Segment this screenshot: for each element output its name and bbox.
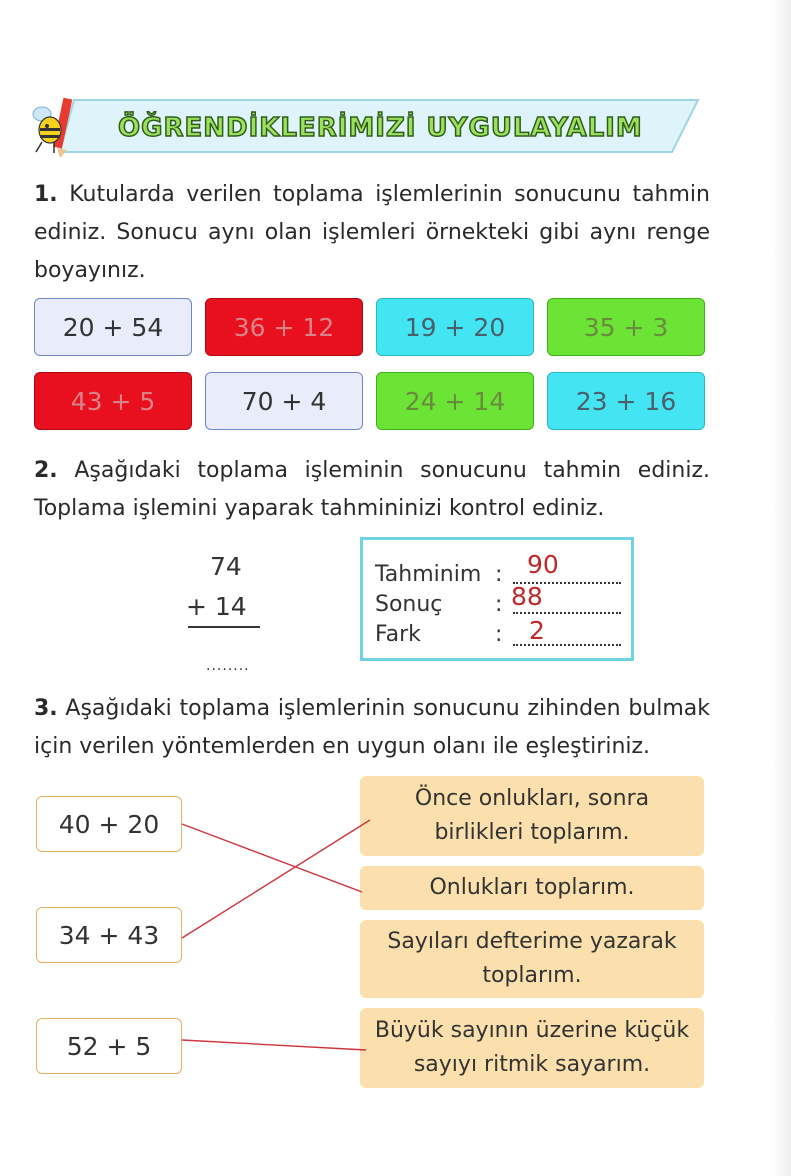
match-right-1-text: Önce onlukları, sonra birlikleri toplarım. bbox=[414, 786, 650, 845]
sum-box-6[interactable]: 70 + 4 bbox=[205, 372, 363, 430]
question-1-instruction: Kutularda verilen toplama işlemlerinin sonucunu tahmin ediniz. Sonucu aynı olan işlemleri örnekteki gibi aynı renge boyayınız. bbox=[34, 182, 710, 283]
sum-box-5[interactable]: 43 + 5 bbox=[34, 372, 192, 430]
difference-label: Fark bbox=[375, 622, 421, 647]
difference-colon: : bbox=[495, 622, 503, 647]
result-label: Sonuç bbox=[375, 592, 443, 617]
sum-box-7[interactable]: 24 + 14 bbox=[376, 372, 534, 430]
match-line-2 bbox=[182, 820, 370, 938]
sum-box-1[interactable]: 20 + 54 bbox=[34, 298, 192, 356]
addend-bottom: + 14 bbox=[186, 592, 247, 621]
result-value: 88 bbox=[511, 582, 543, 611]
difference-value: 2 bbox=[529, 616, 545, 645]
question-1-number: 1. bbox=[34, 182, 58, 207]
match-right-2-text: Onlukları toplarım. bbox=[429, 875, 635, 900]
match-left-2[interactable]: 34 + 43 bbox=[36, 907, 182, 963]
estimate-colon: : bbox=[495, 562, 503, 587]
match-left-1[interactable]: 40 + 20 bbox=[36, 796, 182, 852]
sum-box-8[interactable]: 23 + 16 bbox=[547, 372, 705, 430]
question-3-instruction: Aşağıdaki toplama işlemlerinin sonucunu zihinden bulmak için verilen yöntemlerden en uygun olanı ile eşleştiriniz. bbox=[34, 696, 711, 759]
addend-top: 74 bbox=[210, 552, 242, 581]
estimate-value: 90 bbox=[527, 550, 559, 579]
answer-blank[interactable]: ........ bbox=[206, 658, 250, 674]
match-right-4-text: Büyük sayının üzerine küçük sayıyı ritmik sayarım. bbox=[374, 1018, 690, 1077]
sum-box-2[interactable]: 36 + 12 bbox=[205, 298, 363, 356]
question-2-number: 2. bbox=[34, 458, 58, 483]
match-line-3 bbox=[182, 1040, 366, 1050]
result-colon: : bbox=[495, 592, 503, 617]
sum-box-4[interactable]: 35 + 3 bbox=[547, 298, 705, 356]
match-left-3[interactable]: 52 + 5 bbox=[36, 1018, 182, 1074]
question-2-instruction: Aşağıdaki toplama işleminin sonucunu tahmin ediniz. Toplama işlemini yaparak tahmininizi kontrol ediniz. bbox=[34, 458, 711, 521]
question-3-number: 3. bbox=[34, 696, 58, 721]
page-title: ÖĞRENDİKLERİMİZİ UYGULAYALIM bbox=[118, 113, 643, 143]
sum-box-3[interactable]: 19 + 20 bbox=[376, 298, 534, 356]
estimate-label: Tahminim bbox=[375, 562, 482, 587]
match-right-3-text: Sayıları defterime yazarak toplarım. bbox=[387, 929, 677, 988]
